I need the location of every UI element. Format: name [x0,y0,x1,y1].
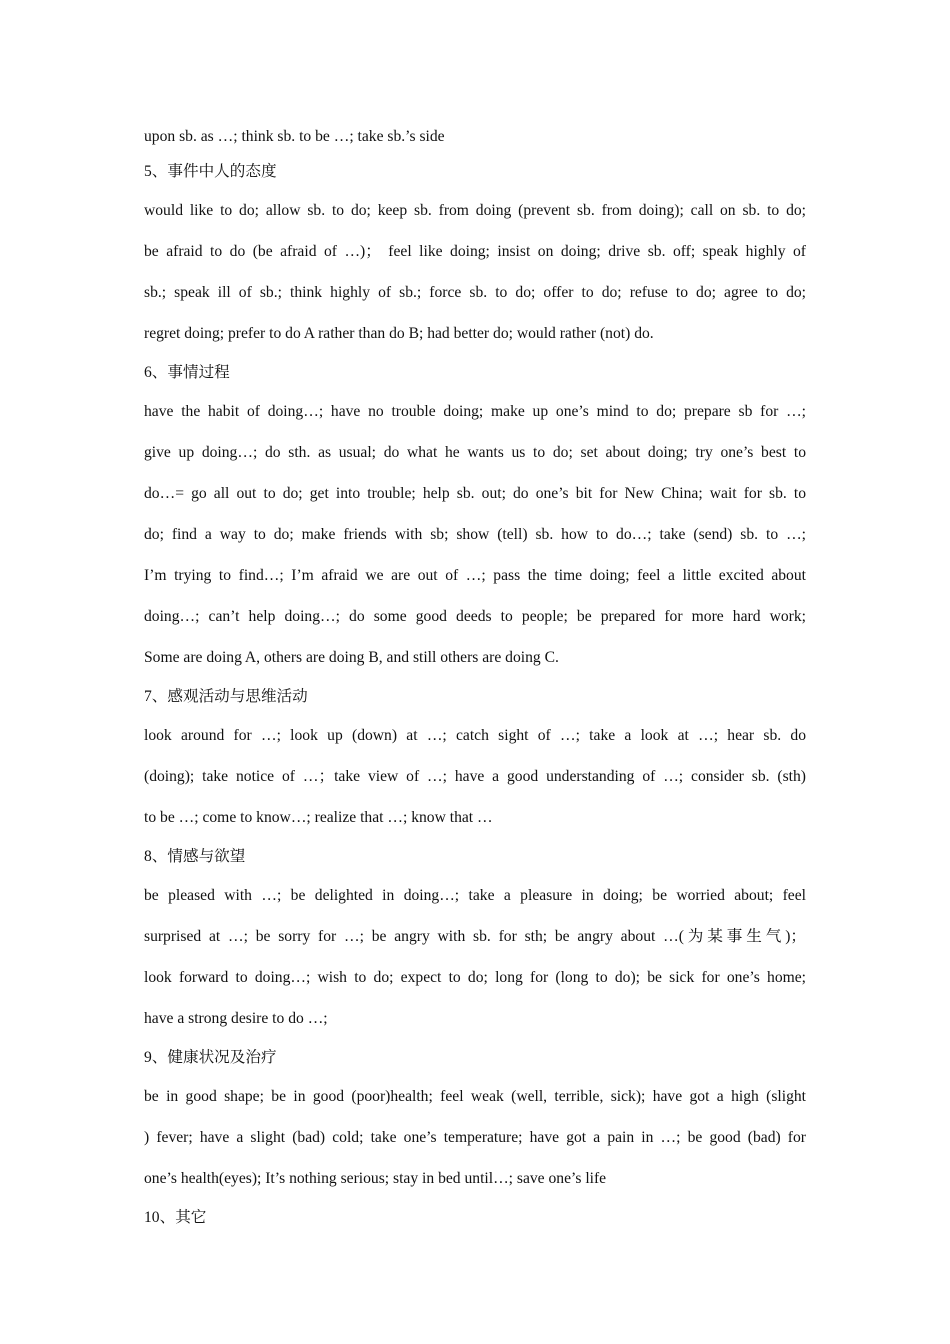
text-line: regret doing; prefer to do A rather than do B; had better do; would rather (not) do. [144,325,654,342]
text-line: be in good shape; be in good (poor)health; feel weak (well, terrible, sick); have got a high (slight [144,1088,806,1105]
text-line: ) fever; have a slight (bad) cold; take one’s temperature; have got a pain in …; be good (bad) for [144,1129,806,1146]
text-line: look around for …; look up (down) at …; catch sight of …; take a look at …; hear sb. do [144,727,806,744]
text-line: surprised at …; be sorry for …; be angry with sb. for sth; be angry about …(为某事生气)； [144,928,806,945]
section-heading: 5、事件中人的态度 [144,163,277,180]
text-line: to be …; come to know…; realize that …; know that … [144,809,493,826]
text-line: do…= go all out to do; get into trouble; help sb. out; do one’s bit for New China; wait for sb. to [144,485,806,502]
text-line: doing…; can’t help doing…; do some good deeds to people; be prepared for more hard work; [144,608,806,625]
text-line: (doing); take notice of …；take view of …; have a good understanding of …; consider sb. (sth) [144,768,806,785]
text-line: be afraid to do (be afraid of …)； feel like doing; insist on doing; drive sb. off; speak highly of [144,243,806,260]
text-line: upon sb. as …; think sb. to be …; take sb.’s side [144,128,445,145]
text-line: I’m trying to find…; I’m afraid we are out of …; pass the time doing; feel a little excited about [144,567,806,584]
text-line: have a strong desire to do …; [144,1010,328,1027]
text-line: give up doing…; do sth. as usual; do what he wants us to do; set about doing; try one’s best to [144,444,806,461]
text-line: Some are doing A, others are doing B, and still others are doing C. [144,649,559,666]
section-heading: 9、健康状况及治疗 [144,1049,277,1066]
document-page [144,120,806,1236]
text-line: be pleased with …; be delighted in doing…; take a pleasure in doing; be worried about; feel [144,887,806,904]
text-line: have the habit of doing…; have no trouble doing; make up one’s mind to do; prepare sb for …; [144,403,806,420]
section-heading: 7、感观活动与思维活动 [144,688,308,705]
text-line: do; find a way to do; make friends with sb; show (tell) sb. how to do…; take (send) sb. to …; [144,526,806,543]
section-heading: 10、其它 [144,1209,207,1226]
section-heading: 6、事情过程 [144,364,230,381]
text-line: look forward to doing…; wish to do; expect to do; long for (long to do); be sick for one’s home; [144,969,806,986]
text-line: would like to do; allow sb. to do; keep sb. from doing (prevent sb. from doing); call on sb. to do; [144,202,806,219]
text-line: sb.; speak ill of sb.; think highly of sb.; force sb. to do; offer to do; refuse to do; agree to do; [144,284,806,301]
section-heading: 8、情感与欲望 [144,848,246,865]
text-line: one’s health(eyes); It’s nothing serious; stay in bed until…; save one’s life [144,1170,607,1187]
